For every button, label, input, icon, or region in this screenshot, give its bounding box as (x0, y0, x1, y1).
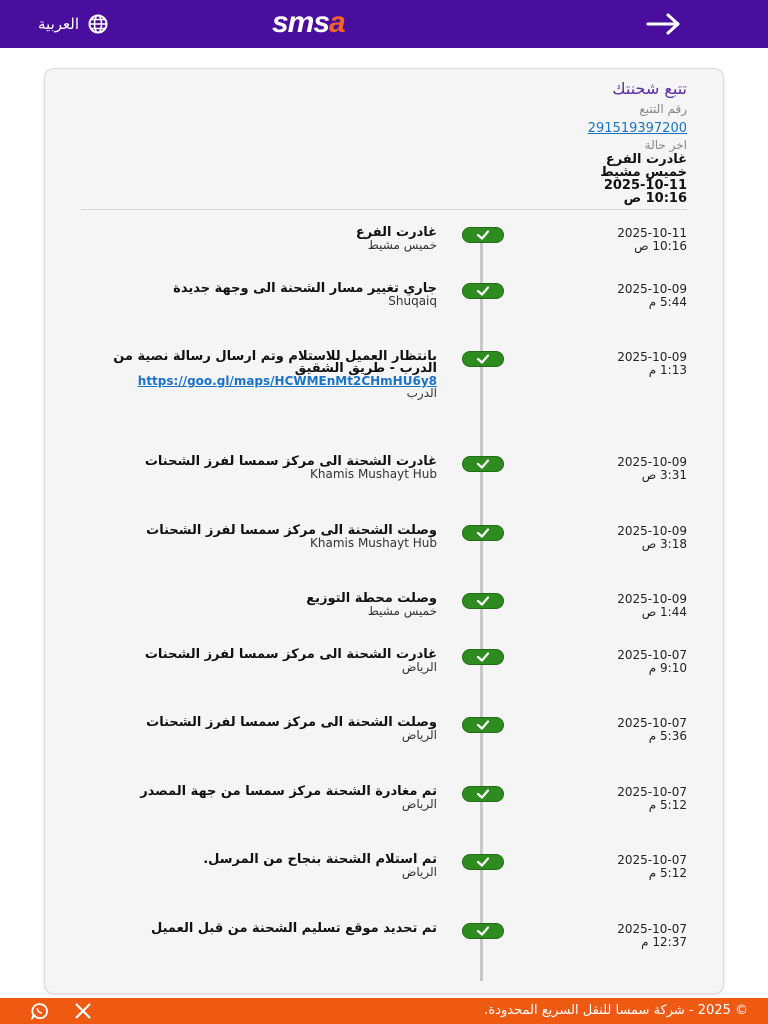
event-time: 1:44 ص (641, 605, 687, 619)
status-check-icon (462, 525, 504, 541)
last-status-city: خميس مشيط (600, 165, 687, 180)
event-time: 3:31 ص (641, 468, 687, 482)
event-details (97, 456, 437, 481)
x-icon[interactable] (72, 1002, 94, 1020)
event-title: تم تحديد موقع تسليم الشحنة من قبل العميل (150, 921, 437, 936)
status-check-icon (462, 351, 504, 367)
svg-text:smsa: smsa (272, 12, 345, 34)
event-date: 2025-10-07 (617, 648, 687, 662)
copyright-text: © 2025 - شركة سمسا للنقل السريع المحدودة. (484, 1003, 748, 1018)
event-title: وصلت الشحنة الى مركز سمسا لفرز الشحنات (146, 715, 437, 730)
event-details (97, 717, 437, 742)
event-time: 5:36 م (648, 729, 687, 743)
event-date: 2025-10-07 (617, 922, 687, 936)
event-datetime (563, 854, 687, 880)
event-title: تم مغادرة الشحنة مركز سمسا من جهة المصدر (140, 784, 437, 799)
event-location: الرياض (401, 865, 437, 879)
event-time: 3:18 ص (641, 537, 687, 551)
event-datetime (563, 456, 687, 482)
event-title: وصلت محطة التوزيع (306, 591, 437, 606)
event-details (97, 649, 437, 674)
event-date: 2025-10-09 (617, 282, 687, 296)
language-label: العربية (38, 15, 79, 33)
event-details (97, 854, 437, 879)
last-status-date: 2025-10-11 (603, 178, 687, 193)
event-details (97, 593, 437, 618)
event-location: الدرب (406, 386, 437, 400)
status-check-icon (462, 786, 504, 802)
last-status-time: 10:16 ص (623, 191, 687, 206)
event-time: 9:10 م (648, 661, 687, 675)
event-datetime (563, 717, 687, 743)
event-datetime (563, 923, 687, 949)
event-title: غادرت الشحنة الى مركز سمسا لفرز الشحنات (144, 647, 437, 662)
event-title: غادرت الفرع (355, 225, 437, 240)
event-time: 12:37 م (641, 935, 687, 949)
globe-icon (87, 13, 109, 35)
event-location: الرياض (401, 728, 437, 742)
event-title: غادرت الشحنة الى مركز سمسا لفرز الشحنات (144, 454, 437, 469)
event-details (97, 283, 437, 308)
event-date: 2025-10-07 (617, 716, 687, 730)
tracking-number-link[interactable]: 291519397200 (587, 121, 687, 136)
last-status-text: غادرت الفرع (605, 152, 687, 167)
event-details (97, 786, 437, 811)
event-location: خميس مشيط (367, 238, 437, 252)
event-date: 2025-10-07 (617, 785, 687, 799)
event-datetime (563, 351, 687, 377)
status-check-icon (462, 854, 504, 870)
event-time: 1:13 م (648, 363, 687, 377)
status-check-icon (462, 717, 504, 733)
divider (81, 209, 687, 210)
status-check-icon (462, 593, 504, 609)
event-datetime (563, 227, 687, 253)
event-location: Khamis Mushayt Hub (310, 536, 437, 550)
event-date: 2025-10-09 (617, 455, 687, 469)
event-time: 5:44 م (648, 295, 687, 309)
footer (0, 998, 768, 1024)
top-bar (0, 0, 768, 48)
event-location: Shuqaiq (388, 294, 437, 308)
event-datetime (563, 786, 687, 812)
event-title: تم استلام الشحنة بنجاح من المرسل. (203, 852, 437, 867)
event-datetime (563, 525, 687, 551)
event-title: بانتظار العميل للاستلام وتم ارسال رسالة نصية من الدرب - طريق الشقيق (113, 349, 437, 376)
event-time: 5:12 م (648, 798, 687, 812)
event-datetime (563, 593, 687, 619)
language-switch[interactable] (38, 12, 109, 36)
event-details (97, 525, 437, 550)
event-time: 10:16 ص (634, 239, 687, 253)
event-details (97, 923, 437, 935)
event-date: 2025-10-09 (617, 592, 687, 606)
event-datetime (563, 649, 687, 675)
event-date: 2025-10-09 (617, 350, 687, 364)
status-check-icon (462, 456, 504, 472)
event-location: خميس مشيط (367, 604, 437, 618)
tracking-card (44, 68, 724, 994)
arrow-right-icon[interactable] (644, 10, 684, 38)
event-location: الرياض (401, 660, 437, 674)
event-details (97, 351, 437, 400)
event-datetime (563, 283, 687, 309)
event-map-link[interactable]: https://goo.gl/maps/HCWMEnMt2CHmHU6y8 (137, 374, 437, 388)
event-details (97, 227, 437, 252)
status-check-icon (462, 649, 504, 665)
tracking-number-label: رقم التتبع (639, 102, 687, 116)
event-time: 5:12 م (648, 866, 687, 880)
brand-logo[interactable] (272, 12, 476, 34)
status-check-icon (462, 227, 504, 243)
event-date: 2025-10-09 (617, 524, 687, 538)
event-date: 2025-10-07 (617, 853, 687, 867)
status-check-icon (462, 283, 504, 299)
status-check-icon (462, 923, 504, 939)
event-location: Khamis Mushayt Hub (310, 467, 437, 481)
page-title: تتبع شحنتك (612, 79, 687, 98)
last-status-label: اخر حالة (644, 138, 687, 152)
event-title: وصلت الشحنة الى مركز سمسا لفرز الشحنات (146, 523, 437, 538)
whatsapp-icon[interactable] (28, 1002, 52, 1020)
tracking-header (127, 77, 687, 205)
event-date: 2025-10-11 (617, 226, 687, 240)
social-links (28, 1002, 94, 1020)
event-location: الرياض (401, 797, 437, 811)
event-title: جاري تغيير مسار الشحنة الى وجهة جديدة (173, 281, 437, 296)
